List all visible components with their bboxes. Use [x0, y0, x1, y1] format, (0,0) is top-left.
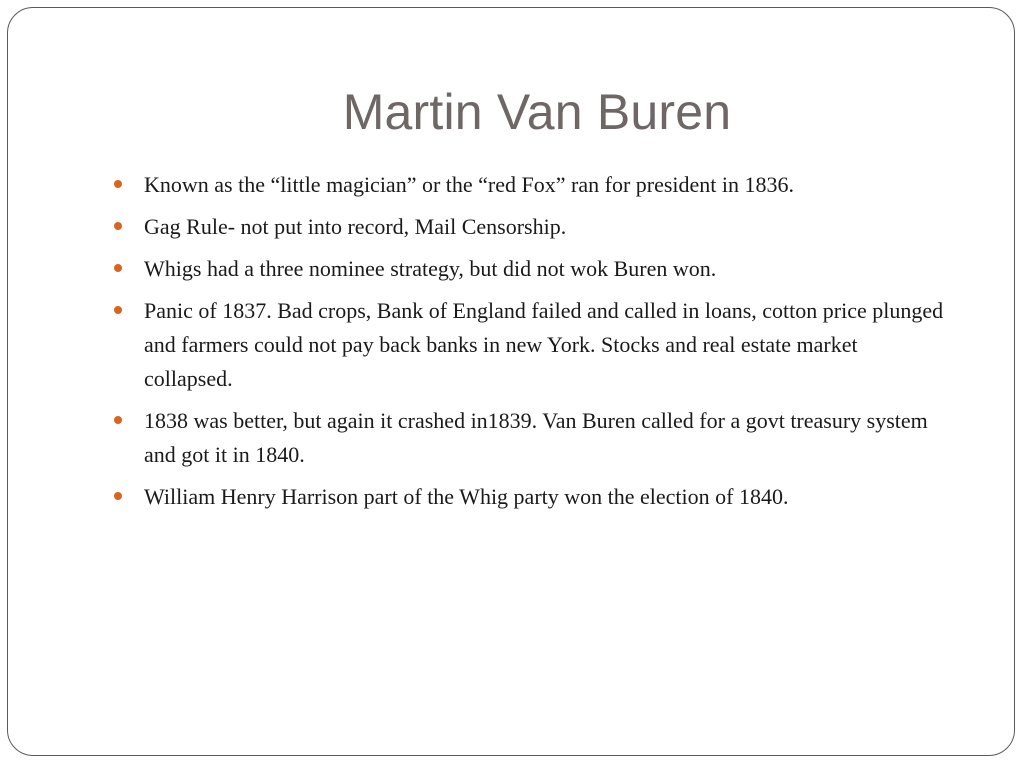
bullet-dot-icon [114, 180, 122, 188]
bullet-list [114, 168, 944, 522]
bullet-item [114, 210, 944, 244]
bullet-dot-icon [114, 264, 122, 272]
bullet-text: William Henry Harrison part of the Whig party won the election of 1840. [144, 484, 789, 509]
bullet-text: Known as the “little magician” or the “red Fox” ran for president in 1836. [144, 172, 795, 197]
bullet-item [114, 252, 944, 286]
bullet-text: Whigs had a three nominee strategy, but did not wok Buren won. [144, 256, 717, 281]
bullet-text: Gag Rule- not put into record, Mail Censorship. [144, 214, 567, 239]
bullet-item [114, 480, 944, 514]
bullet-dot-icon [114, 416, 122, 424]
slide-title: Martin Van Buren [342, 84, 732, 140]
bullet-item [114, 404, 944, 472]
bullet-item [114, 168, 944, 202]
bullet-item [114, 294, 944, 396]
bullet-text: Panic of 1837. Bad crops, Bank of England failed and called in loans, cotton price plunged and farmers could not pay back banks in new York. Stocks and real estate market collapsed. [144, 298, 944, 391]
bullet-text: 1838 was better, but again it crashed in1839. Van Buren called for a govt treasury system and got it in 1840. [144, 408, 928, 467]
bullet-dot-icon [114, 222, 122, 230]
bullet-dot-icon [114, 306, 122, 314]
bullet-dot-icon [114, 492, 122, 500]
